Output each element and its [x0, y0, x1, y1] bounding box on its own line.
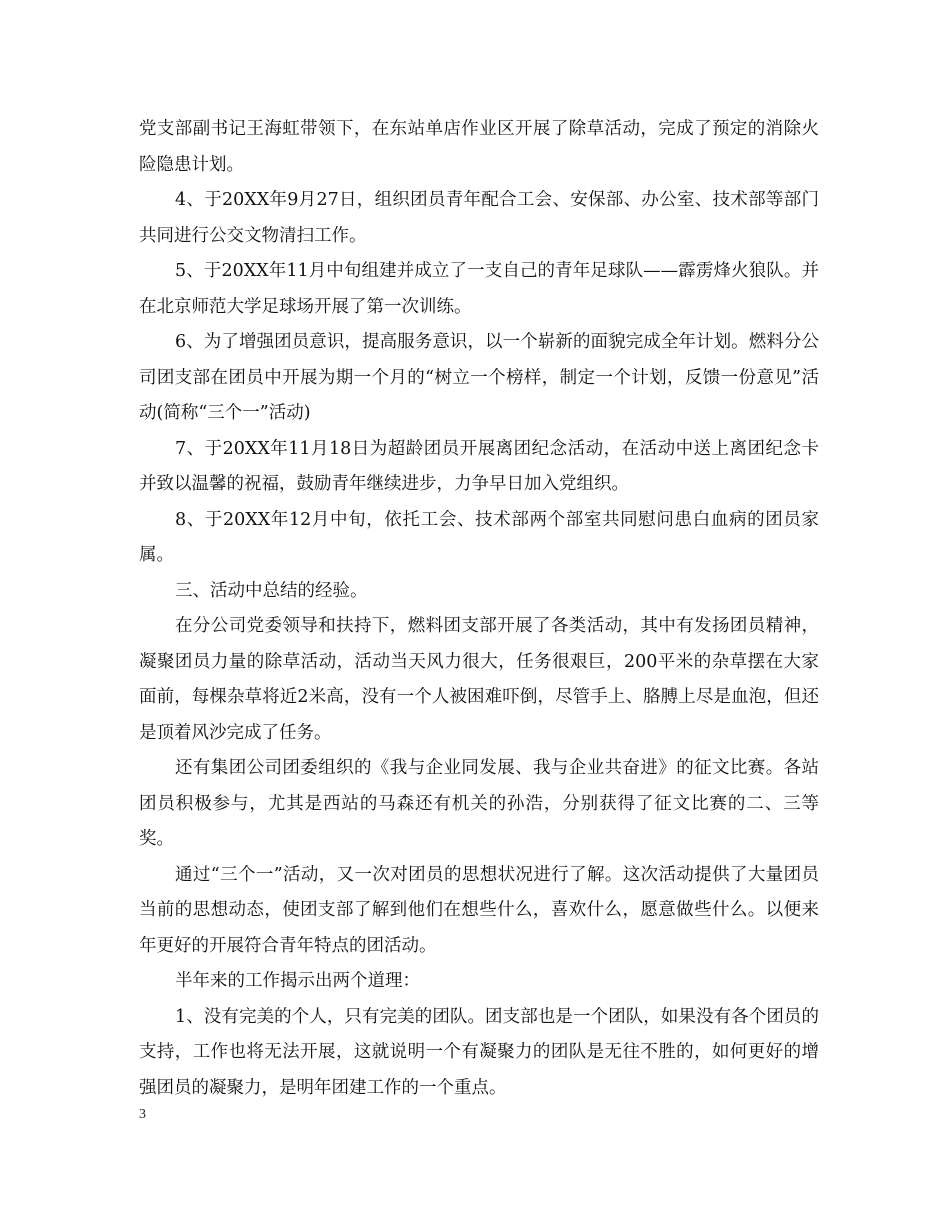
paragraph-6: 8、于20XX年12月中旬，依托工会、技术部两个部室共同慰问患白血病的团员家属。: [139, 509, 819, 565]
paragraph-4: 6、为了增强团员意识，提高服务意识，以一个崭新的面貌完成全年计划。燃料分公司团支部在团员中开展为期一个月的“树立一个榜样，制定一个计划，反馈一份意见”活动(简称“三个一”活动): [139, 332, 819, 423]
paragraph-1: 党支部副书记王海虹带领下，在东站单店作业区开展了除草活动，完成了预定的消除火险隐患计划。: [139, 119, 819, 175]
page-number: 3: [139, 1107, 146, 1122]
paragraph-3: 5、于20XX年11月中旬组建并成立了一支自己的青年足球队——霹雳烽火狼队。并在北京师范大学足球场开展了第一次训练。: [139, 261, 819, 317]
paragraph-2: 4、于20XX年9月27日，组织团员青年配合工会、安保部、办公室、技术部等部门共同进行公交文物清扫工作。: [139, 190, 819, 246]
section-heading: 三、活动中总结的经验。: [175, 580, 368, 601]
paragraph-10: 通过“三个一”活动，又一次对团员的思想状况进行了解。这次活动提供了大量团员当前的思想动态，使团支部了解到他们在想些什么，喜欢什么，愿意做些什么。以便来年更好的开展符合青年特点的团活动。: [139, 864, 819, 956]
paragraph-8: 在分公司党委领导和扶持下，燃料团支部开展了各类活动，其中有发扬团员精神，凝聚团员力量的除草活动，活动当天风力很大，任务很艰巨，200平米的杂草摆在大家面前，每棵杂草将近2米高，没有一个人被困难吓倒，尽管手上、胳膊上尽是血泡，但还是顶着风沙完成了任务。: [139, 616, 819, 743]
paragraph-11: 半年来的工作揭示出两个道理：: [175, 971, 420, 991]
paragraph-12: 1、没有完美的个人，只有完美的团队。团支部也是一个团队，如果没有各个团员的支持，工作也将无法开展，这就说明一个有凝聚力的团队是无往不胜的，如何更好的增强团员的凝聚力，是明年团建工作的一个重点。: [139, 1006, 819, 1098]
paragraph-9: 还有集团公司团委组织的《我与企业同发展、我与企业共奋进》的征文比赛。各站团员积极参与，尤其是西站的马森还有机关的孙浩，分别获得了征文比赛的二、三等奖。: [139, 758, 819, 849]
paragraph-5: 7、于20XX年11月18日为超龄团员开展离团纪念活动，在活动中送上离团纪念卡并致以温馨的祝福，鼓励青年继续进步，力争早日加入党组织。: [139, 438, 819, 494]
document-body: [139, 112, 819, 1106]
